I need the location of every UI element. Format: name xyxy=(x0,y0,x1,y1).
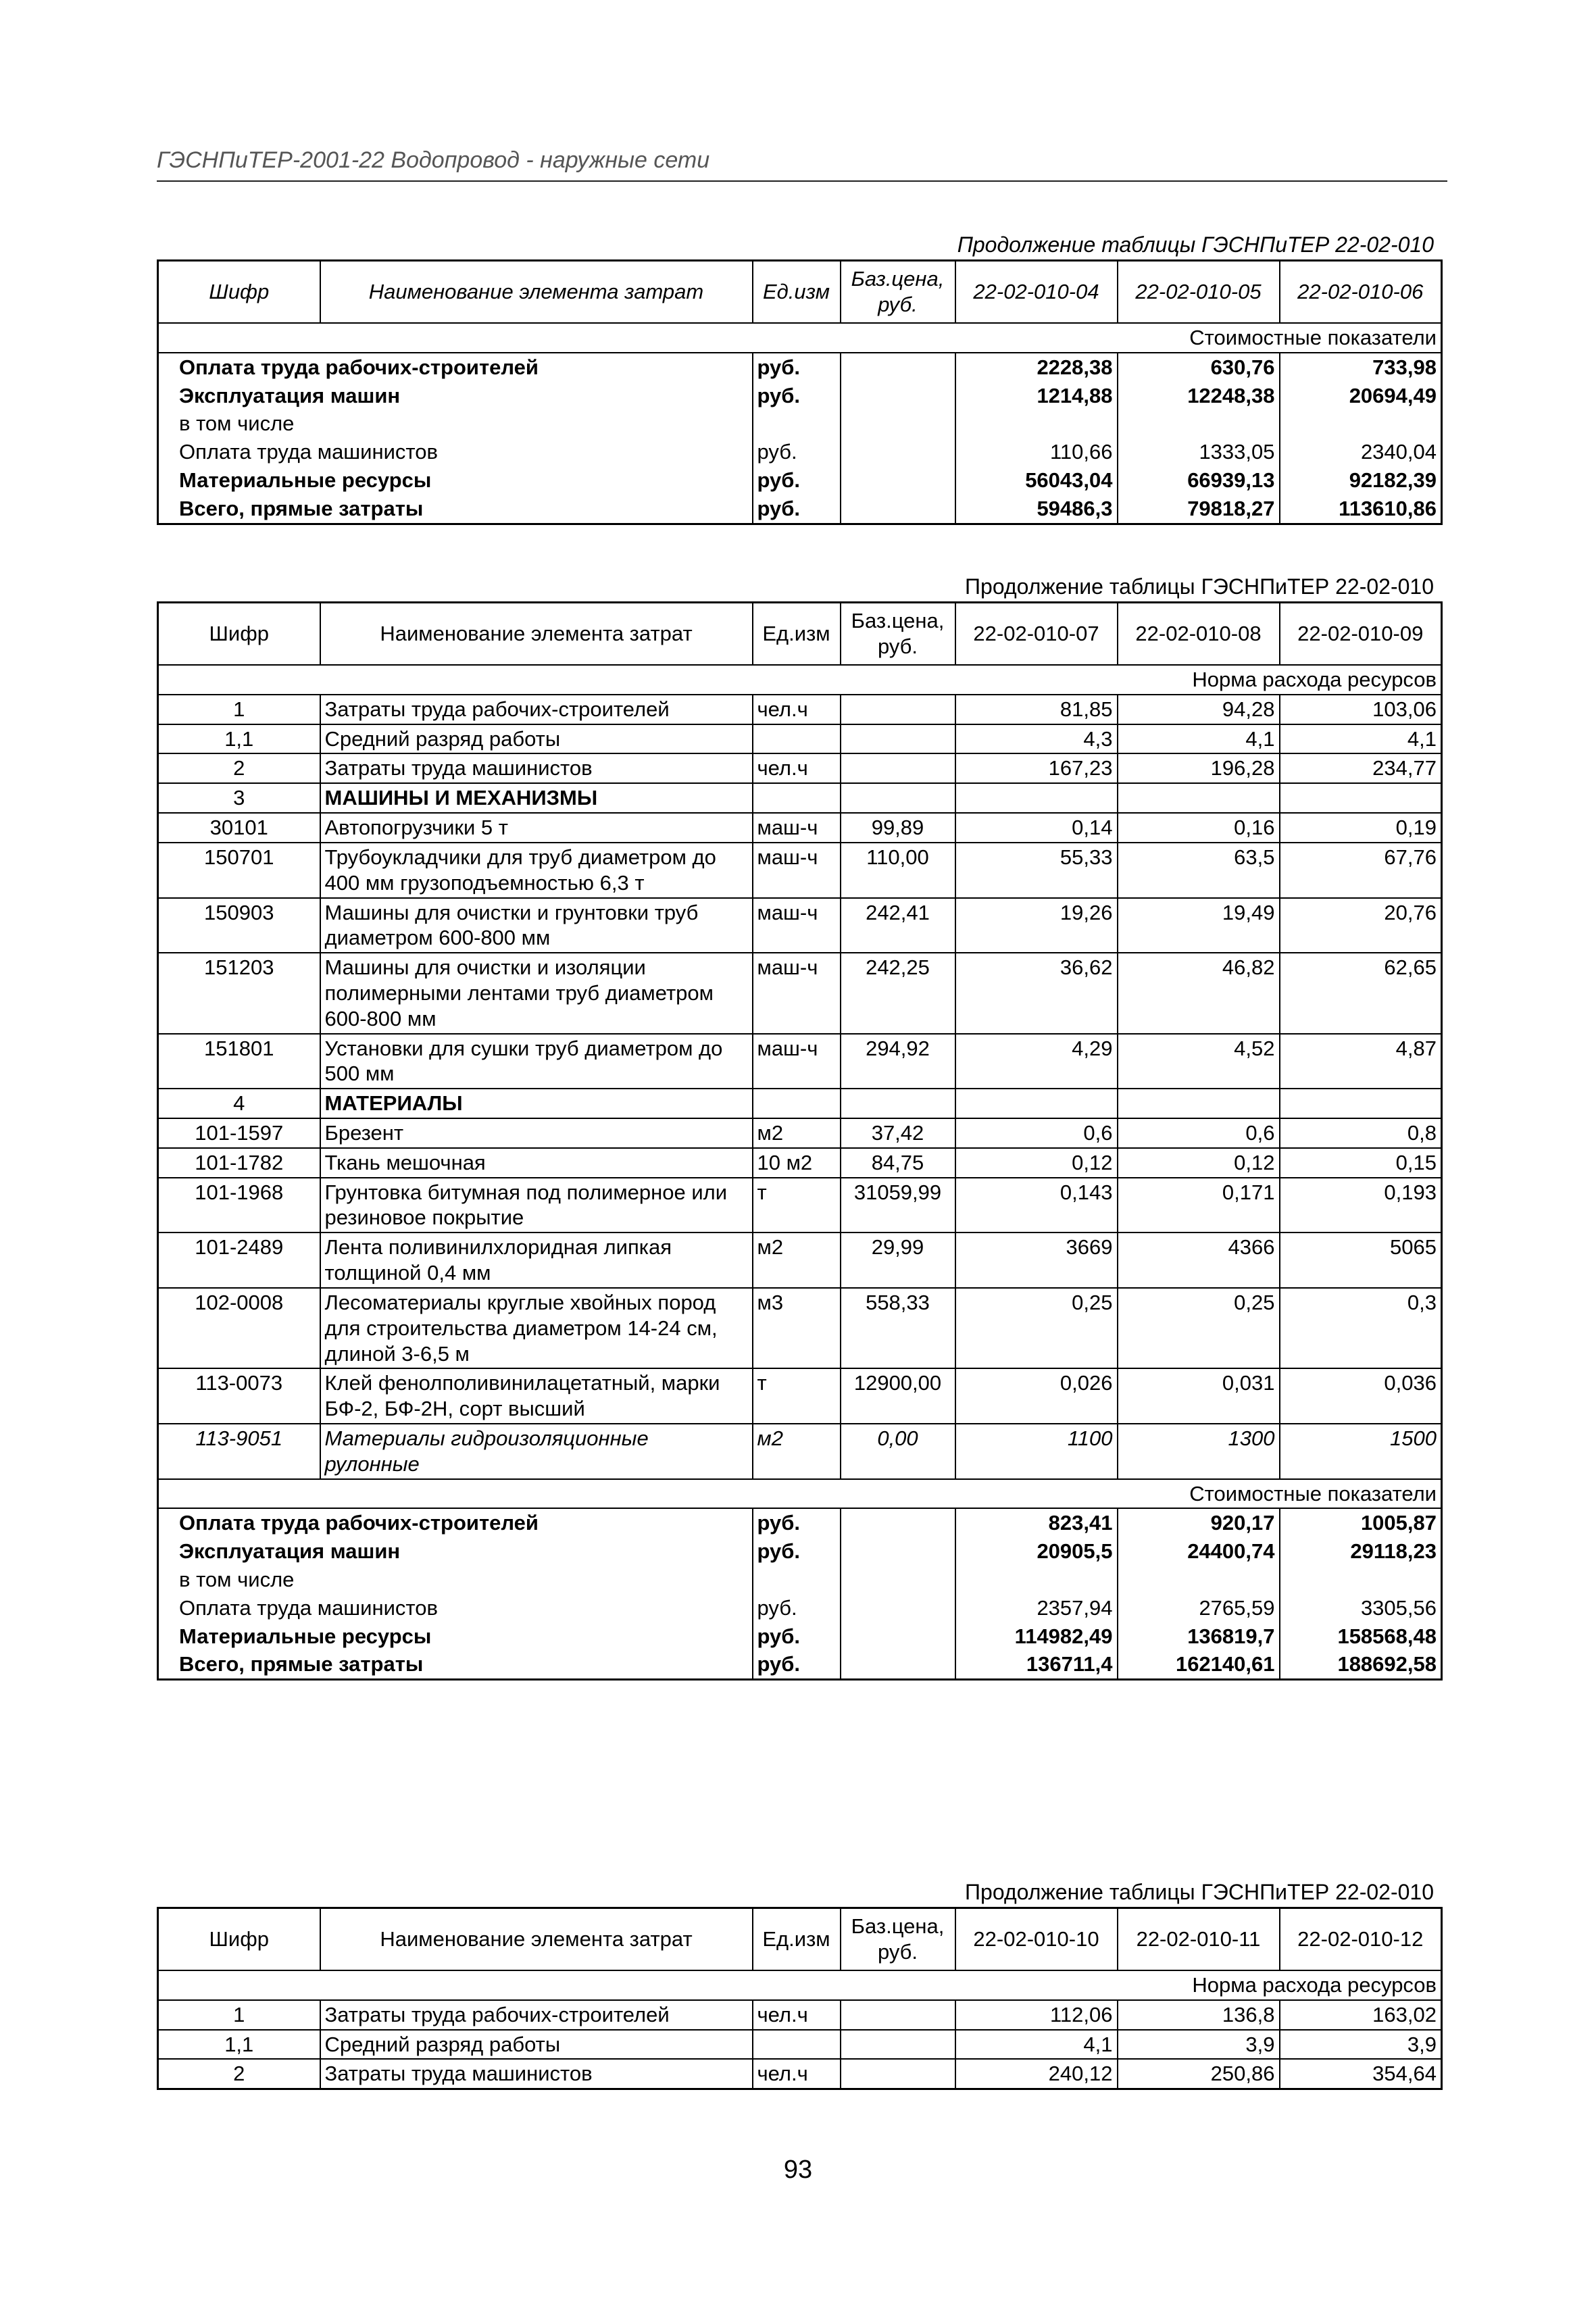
col-price-header: Баз.цена, руб. xyxy=(841,261,955,324)
row-base-price xyxy=(841,2000,955,2030)
row-name: Материальные ресурсы xyxy=(158,1622,753,1651)
table-1-block xyxy=(157,230,1441,525)
row-value: 167,23 xyxy=(955,753,1118,783)
table-row xyxy=(158,1034,1442,1089)
row-value: 354,64 xyxy=(1280,2059,1442,2089)
col-variant-header: 22-02-010-07 xyxy=(955,603,1118,666)
row-name: Всего, прямые затраты xyxy=(158,495,753,524)
row-value: 0,193 xyxy=(1280,1178,1442,1233)
col-variant-header: 22-02-010-04 xyxy=(955,261,1118,324)
row-code: 102-0008 xyxy=(158,1288,320,1368)
col-variant-header: 22-02-010-06 xyxy=(1280,261,1442,324)
row-value: 1005,87 xyxy=(1280,1508,1442,1537)
page-header: ГЭСНПиТЕР-2001-22 Водопровод - наружные сети xyxy=(157,147,1447,182)
row-value: 0,3 xyxy=(1280,1288,1442,1368)
row-value: 234,77 xyxy=(1280,753,1442,783)
row-code: 1 xyxy=(158,2000,320,2030)
row-value: 196,28 xyxy=(1118,753,1280,783)
row-unit xyxy=(753,783,841,813)
row-base-price xyxy=(841,1622,955,1651)
row-name: Всего, прямые затраты xyxy=(158,1650,753,1679)
row-base-price xyxy=(841,1566,955,1594)
row-code: 4 xyxy=(158,1089,320,1118)
row-value: 110,66 xyxy=(955,438,1118,466)
col-name-header: Наименование элемента затрат xyxy=(320,261,753,324)
row-value xyxy=(1280,783,1442,813)
row-name: Средний разряд работы xyxy=(320,724,753,754)
section-label: Норма расхода ресурсов xyxy=(158,665,1442,695)
row-value xyxy=(1118,783,1280,813)
row-value: 46,82 xyxy=(1118,953,1280,1033)
table-3-block xyxy=(157,1877,1441,2090)
row-name: Установки для сушки труб диаметром до 500 мм xyxy=(320,1034,753,1089)
row-value: 4366 xyxy=(1118,1233,1280,1288)
page-number: 93 xyxy=(783,2156,813,2184)
table-row xyxy=(158,843,1442,898)
row-unit: маш-ч xyxy=(753,898,841,953)
row-name: Автопогрузчики 5 т xyxy=(320,813,753,843)
row-unit xyxy=(753,1089,841,1118)
row-value: 19,49 xyxy=(1118,898,1280,953)
row-name: Эксплуатация машин xyxy=(158,1537,753,1566)
row-base-price xyxy=(841,1650,955,1679)
table-row xyxy=(158,1288,1442,1368)
row-unit: чел.ч xyxy=(753,695,841,724)
row-value xyxy=(955,783,1118,813)
row-name: Затраты труда рабочих-строителей xyxy=(320,2000,753,2030)
row-value: 0,143 xyxy=(955,1178,1118,1233)
row-value: 136711,4 xyxy=(955,1650,1118,1679)
section-label: Норма расхода ресурсов xyxy=(158,1970,1442,2000)
row-base-price: 37,42 xyxy=(841,1118,955,1148)
row-base-price xyxy=(841,1537,955,1566)
row-value: 1100 xyxy=(955,1424,1118,1479)
row-value: 20694,49 xyxy=(1280,382,1442,410)
row-name: Оплата труда рабочих-строителей xyxy=(158,1508,753,1537)
row-unit xyxy=(753,2030,841,2060)
row-value: 0,15 xyxy=(1280,1148,1442,1178)
row-value: 162140,61 xyxy=(1118,1650,1280,1679)
table-row xyxy=(158,2059,1442,2089)
section-label: Стоимостные показатели xyxy=(158,1479,1442,1509)
row-unit: т xyxy=(753,1368,841,1424)
table-row xyxy=(158,2030,1442,2060)
row-unit: руб. xyxy=(753,1622,841,1651)
row-base-price xyxy=(841,724,955,754)
row-unit: маш-ч xyxy=(753,843,841,898)
row-name: Машины для очистки и грунтовки труб диаметром 600-800 мм xyxy=(320,898,753,953)
table-row xyxy=(158,753,1442,783)
row-value xyxy=(1118,1566,1280,1594)
row-value: 2228,38 xyxy=(955,353,1118,382)
row-value: 0,25 xyxy=(1118,1288,1280,1368)
row-name: Лесоматериалы круглые хвойных пород для строительства диаметром 14-24 см, длиной 3-6,5 м xyxy=(320,1288,753,1368)
row-value: 62,65 xyxy=(1280,953,1442,1033)
row-value: 3,9 xyxy=(1280,2030,1442,2060)
row-value: 24400,74 xyxy=(1118,1537,1280,1566)
row-name: Трубоукладчики для труб диаметром до 400 мм грузоподъемностью 6,3 т xyxy=(320,843,753,898)
table-2-block xyxy=(157,572,1441,1681)
section-label: Стоимостные показатели xyxy=(158,323,1442,353)
table-row xyxy=(158,1178,1442,1233)
table-row xyxy=(158,409,1442,438)
row-unit: 10 м2 xyxy=(753,1148,841,1178)
row-value: 240,12 xyxy=(955,2059,1118,2089)
row-value: 4,1 xyxy=(1118,724,1280,754)
row-unit: м2 xyxy=(753,1233,841,1288)
table-row xyxy=(158,898,1442,953)
row-base-price xyxy=(841,783,955,813)
row-code: 101-2489 xyxy=(158,1233,320,1288)
row-value: 4,1 xyxy=(955,2030,1118,2060)
row-unit: руб. xyxy=(753,382,841,410)
row-unit: руб. xyxy=(753,1508,841,1537)
row-base-price: 84,75 xyxy=(841,1148,955,1178)
row-name: Оплата труда машинистов xyxy=(158,1594,753,1622)
row-name: Эксплуатация машин xyxy=(158,382,753,410)
row-value: 0,6 xyxy=(955,1118,1118,1148)
row-value: 12248,38 xyxy=(1118,382,1280,410)
row-code: 101-1597 xyxy=(158,1118,320,1148)
row-name: Оплата труда машинистов xyxy=(158,438,753,466)
row-value: 188692,58 xyxy=(1280,1650,1442,1679)
row-value: 630,76 xyxy=(1118,353,1280,382)
row-name: в том числе xyxy=(158,409,753,438)
row-value: 59486,3 xyxy=(955,495,1118,524)
row-name: Лента поливинилхлоридная липкая толщиной 0,4 мм xyxy=(320,1233,753,1288)
table-row xyxy=(158,1622,1442,1651)
table-row xyxy=(158,1424,1442,1479)
row-value: 136,8 xyxy=(1118,2000,1280,2030)
row-value: 55,33 xyxy=(955,843,1118,898)
row-unit: руб. xyxy=(753,466,841,495)
table-row xyxy=(158,2000,1442,2030)
row-base-price xyxy=(841,1508,955,1537)
row-value xyxy=(955,1566,1118,1594)
row-name: Клей фенолполивинилацетатный, марки БФ-2, БФ-2Н, сорт высший xyxy=(320,1368,753,1424)
table-row xyxy=(158,382,1442,410)
row-value: 67,76 xyxy=(1280,843,1442,898)
row-name: МАШИНЫ И МЕХАНИЗМЫ xyxy=(320,783,753,813)
row-name: в том числе xyxy=(158,1566,753,1594)
col-variant-header: 22-02-010-09 xyxy=(1280,603,1442,666)
table-row xyxy=(158,495,1442,524)
row-name: Грунтовка битумная под полимерное или резиновое покрытие xyxy=(320,1178,753,1233)
row-value: 733,98 xyxy=(1280,353,1442,382)
row-base-price: 242,25 xyxy=(841,953,955,1033)
row-value: 920,17 xyxy=(1118,1508,1280,1537)
col-unit-header: Ед.изм xyxy=(753,603,841,666)
row-name: Ткань мешочная xyxy=(320,1148,753,1178)
row-value: 823,41 xyxy=(955,1508,1118,1537)
row-code: 1 xyxy=(158,695,320,724)
col-variant-header: 22-02-010-12 xyxy=(1280,1908,1442,1971)
table-row xyxy=(158,1118,1442,1148)
row-value: 3305,56 xyxy=(1280,1594,1442,1622)
row-value: 0,8 xyxy=(1280,1118,1442,1148)
row-value: 0,12 xyxy=(955,1148,1118,1178)
row-value: 19,26 xyxy=(955,898,1118,953)
row-unit: маш-ч xyxy=(753,813,841,843)
row-code: 151801 xyxy=(158,1034,320,1089)
row-name: Машины для очистки и изоляции полимерными лентами труб диаметром 600-800 мм xyxy=(320,953,753,1033)
row-unit xyxy=(753,1566,841,1594)
row-base-price xyxy=(841,695,955,724)
row-base-price: 110,00 xyxy=(841,843,955,898)
row-value: 1500 xyxy=(1280,1424,1442,1479)
row-code: 150701 xyxy=(158,843,320,898)
row-unit: чел.ч xyxy=(753,753,841,783)
row-value: 0,036 xyxy=(1280,1368,1442,1424)
row-value: 94,28 xyxy=(1118,695,1280,724)
col-variant-header: 22-02-010-11 xyxy=(1118,1908,1280,1971)
row-value: 0,12 xyxy=(1118,1148,1280,1178)
col-variant-header: 22-02-010-05 xyxy=(1118,261,1280,324)
row-value: 56043,04 xyxy=(955,466,1118,495)
col-name-header: Наименование элемента затрат xyxy=(320,603,753,666)
row-value: 4,87 xyxy=(1280,1034,1442,1089)
row-unit: м3 xyxy=(753,1288,841,1368)
resource-table-3 xyxy=(157,1907,1443,2090)
row-value: 4,52 xyxy=(1118,1034,1280,1089)
row-unit: руб. xyxy=(753,1537,841,1566)
row-value: 0,031 xyxy=(1118,1368,1280,1424)
row-base-price: 31059,99 xyxy=(841,1178,955,1233)
row-unit: руб. xyxy=(753,438,841,466)
row-value: 36,62 xyxy=(955,953,1118,1033)
cost-table-1 xyxy=(157,259,1443,525)
row-value: 92182,39 xyxy=(1280,466,1442,495)
row-name: Материальные ресурсы xyxy=(158,466,753,495)
col-unit-header: Ед.изм xyxy=(753,1908,841,1971)
table-row xyxy=(158,1148,1442,1178)
col-code-header: Шифр xyxy=(158,261,320,324)
table-row xyxy=(158,1537,1442,1566)
row-value: 0,25 xyxy=(955,1288,1118,1368)
row-name: Брезент xyxy=(320,1118,753,1148)
row-value xyxy=(955,1089,1118,1118)
table-row xyxy=(158,1594,1442,1622)
resource-table-2 xyxy=(157,601,1443,1681)
row-value: 79818,27 xyxy=(1118,495,1280,524)
row-unit: руб. xyxy=(753,1594,841,1622)
row-base-price: 242,41 xyxy=(841,898,955,953)
row-value: 158568,48 xyxy=(1280,1622,1442,1651)
row-name: Оплата труда рабочих-строителей xyxy=(158,353,753,382)
table-row xyxy=(158,724,1442,754)
row-value: 29118,23 xyxy=(1280,1537,1442,1566)
table-caption: Продолжение таблицы ГЭСНПиТЕР 22-02-010 xyxy=(965,574,1434,599)
row-base-price xyxy=(841,1594,955,1622)
row-code: 2 xyxy=(158,753,320,783)
row-code: 151203 xyxy=(158,953,320,1033)
col-code-header: Шифр xyxy=(158,603,320,666)
row-value: 4,1 xyxy=(1280,724,1442,754)
row-value: 103,06 xyxy=(1280,695,1442,724)
row-name: Материалы гидроизоляционные рулонные xyxy=(320,1424,753,1479)
row-value: 0,14 xyxy=(955,813,1118,843)
row-code: 113-9051 xyxy=(158,1424,320,1479)
row-code: 2 xyxy=(158,2059,320,2089)
row-unit xyxy=(753,724,841,754)
table-row xyxy=(158,1368,1442,1424)
row-value: 63,5 xyxy=(1118,843,1280,898)
table-row xyxy=(158,353,1442,382)
row-base-price xyxy=(841,1089,955,1118)
row-value: 20905,5 xyxy=(955,1537,1118,1566)
row-base-price xyxy=(841,2030,955,2060)
row-name: Затраты труда машинистов xyxy=(320,2059,753,2089)
row-base-price: 0,00 xyxy=(841,1424,955,1479)
table-row xyxy=(158,1566,1442,1594)
row-base-price: 99,89 xyxy=(841,813,955,843)
row-base-price xyxy=(841,753,955,783)
row-base-price: 29,99 xyxy=(841,1233,955,1288)
row-value: 4,3 xyxy=(955,724,1118,754)
row-value: 0,16 xyxy=(1118,813,1280,843)
col-variant-header: 22-02-010-10 xyxy=(955,1908,1118,1971)
row-value: 1333,05 xyxy=(1118,438,1280,466)
table-caption: Продолжение таблицы ГЭСНПиТЕР 22-02-010 xyxy=(957,232,1434,257)
row-value xyxy=(1280,1089,1442,1118)
row-value: 136819,7 xyxy=(1118,1622,1280,1651)
row-value: 3,9 xyxy=(1118,2030,1280,2060)
row-unit: т xyxy=(753,1178,841,1233)
row-value: 2765,59 xyxy=(1118,1594,1280,1622)
row-code: 1,1 xyxy=(158,2030,320,2060)
row-base-price xyxy=(841,2059,955,2089)
table-row xyxy=(158,953,1442,1033)
table-row xyxy=(158,1089,1442,1118)
row-base-price: 558,33 xyxy=(841,1288,955,1368)
col-variant-header: 22-02-010-08 xyxy=(1118,603,1280,666)
row-value: 3669 xyxy=(955,1233,1118,1288)
row-unit: руб. xyxy=(753,495,841,524)
row-code: 150903 xyxy=(158,898,320,953)
row-value: 0,6 xyxy=(1118,1118,1280,1148)
row-base-price: 294,92 xyxy=(841,1034,955,1089)
row-unit: руб. xyxy=(753,353,841,382)
table-row xyxy=(158,466,1442,495)
row-name: МАТЕРИАЛЫ xyxy=(320,1089,753,1118)
table-row xyxy=(158,783,1442,813)
row-code: 101-1782 xyxy=(158,1148,320,1178)
row-value: 114982,49 xyxy=(955,1622,1118,1651)
row-code: 30101 xyxy=(158,813,320,843)
row-code: 101-1968 xyxy=(158,1178,320,1233)
row-unit: чел.ч xyxy=(753,2059,841,2089)
row-value: 20,76 xyxy=(1280,898,1442,953)
row-value: 250,86 xyxy=(1118,2059,1280,2089)
row-value: 66939,13 xyxy=(1118,466,1280,495)
row-code: 113-0073 xyxy=(158,1368,320,1424)
row-name: Затраты труда машинистов xyxy=(320,753,753,783)
table-row xyxy=(158,1508,1442,1537)
row-value: 4,29 xyxy=(955,1034,1118,1089)
row-value: 163,02 xyxy=(1280,2000,1442,2030)
row-code: 1,1 xyxy=(158,724,320,754)
table-row xyxy=(158,1650,1442,1679)
row-unit: маш-ч xyxy=(753,953,841,1033)
row-base-price: 12900,00 xyxy=(841,1368,955,1424)
col-price-header: Баз.цена, руб. xyxy=(841,603,955,666)
row-value: 1300 xyxy=(1118,1424,1280,1479)
row-value: 2357,94 xyxy=(955,1594,1118,1622)
row-value xyxy=(1118,1089,1280,1118)
row-name: Средний разряд работы xyxy=(320,2030,753,2060)
row-value: 5065 xyxy=(1280,1233,1442,1288)
row-value: 0,171 xyxy=(1118,1178,1280,1233)
col-code-header: Шифр xyxy=(158,1908,320,1971)
table-row xyxy=(158,813,1442,843)
table-row xyxy=(158,1233,1442,1288)
col-name-header: Наименование элемента затрат xyxy=(320,1908,753,1971)
row-unit: м2 xyxy=(753,1424,841,1479)
row-unit: чел.ч xyxy=(753,2000,841,2030)
row-name: Затраты труда рабочих-строителей xyxy=(320,695,753,724)
row-value: 112,06 xyxy=(955,2000,1118,2030)
row-unit: м2 xyxy=(753,1118,841,1148)
row-value: 81,85 xyxy=(955,695,1118,724)
row-value: 1214,88 xyxy=(955,382,1118,410)
row-value: 0,19 xyxy=(1280,813,1442,843)
row-value: 0,026 xyxy=(955,1368,1118,1424)
col-price-header: Баз.цена, руб. xyxy=(841,1908,955,1971)
row-value xyxy=(1280,1566,1442,1594)
row-unit: маш-ч xyxy=(753,1034,841,1089)
row-code: 3 xyxy=(158,783,320,813)
table-row xyxy=(158,438,1442,466)
row-value: 113610,86 xyxy=(1280,495,1442,524)
table-caption: Продолжение таблицы ГЭСНПиТЕР 22-02-010 xyxy=(965,1880,1434,1904)
table-row xyxy=(158,695,1442,724)
row-unit: руб. xyxy=(753,1650,841,1679)
col-unit-header: Ед.изм xyxy=(753,261,841,324)
row-value: 2340,04 xyxy=(1280,438,1442,466)
